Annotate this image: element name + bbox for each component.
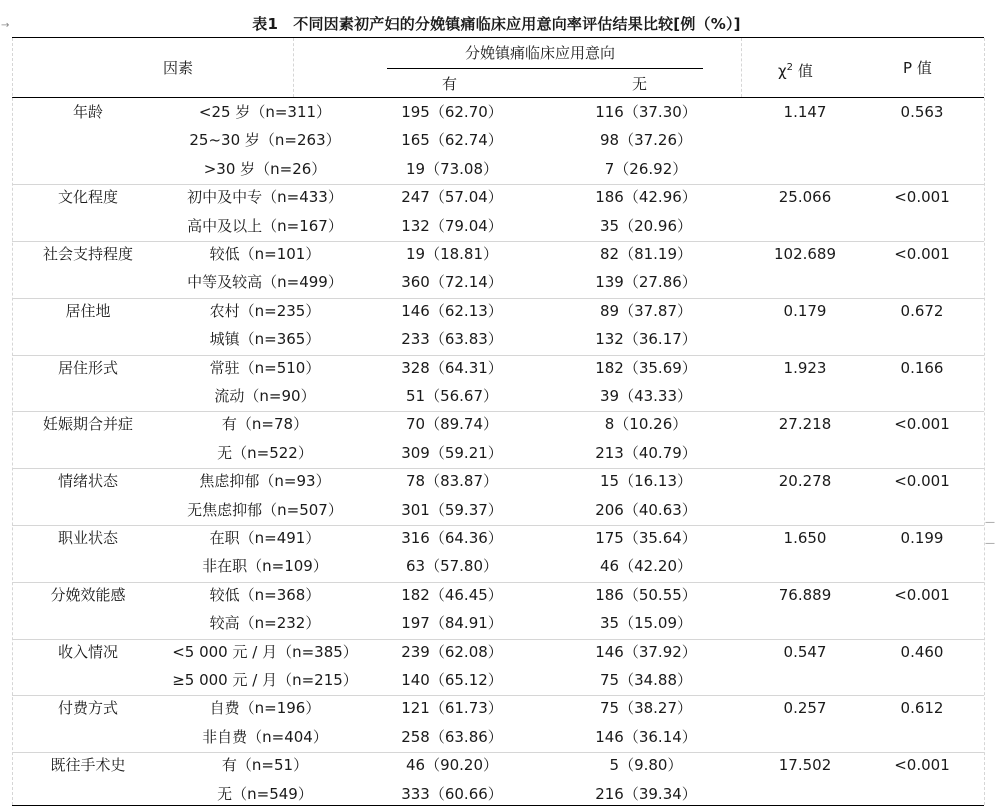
- p-value: 0.612: [900, 699, 944, 718]
- chi-square-value: 17.502: [778, 756, 832, 775]
- p-value: <0.001: [894, 585, 950, 604]
- factor-level: 有（n=51）: [221, 756, 309, 775]
- intent-yes-count: 239（62.08）: [401, 642, 503, 661]
- intent-no-count: 98（37.26）: [599, 131, 693, 150]
- intent-no-count: 146（37.92）: [595, 642, 697, 661]
- p-value: <0.001: [894, 245, 950, 263]
- intent-no-count: 7（26.92）: [604, 159, 688, 178]
- p-value: 0.166: [900, 358, 944, 377]
- header-divider-left: [293, 38, 294, 97]
- intent-yes-count: 258（63.86）: [401, 727, 503, 746]
- factor-level: 高中及以上（n=167）: [187, 216, 343, 235]
- intent-no-count: 132（36.17）: [595, 330, 697, 349]
- intent-no-count: 182（35.69）: [595, 358, 697, 377]
- chi-square-value: 1.650: [783, 529, 827, 547]
- group-separator: [12, 695, 984, 696]
- header-chi-square: [778, 58, 813, 81]
- intent-yes-count: 46（90.20）: [405, 756, 499, 775]
- intent-no-count: 46（42.20）: [599, 557, 693, 576]
- intent-no-count: 5（9.80）: [609, 756, 683, 775]
- factor-level: 较低（n=368）: [209, 585, 321, 604]
- intent-no-count: 186（50.55）: [595, 585, 697, 604]
- intent-yes-count: 333（60.66）: [401, 784, 503, 803]
- factor-level: 初中及中专（n=433）: [187, 188, 343, 207]
- header-no: 无: [632, 75, 648, 93]
- factor-level: 非在职（n=109）: [202, 557, 328, 576]
- factor-name: 付费方式: [57, 699, 119, 718]
- factor-name: 既往手术史: [50, 756, 126, 775]
- chi-superscript: 2: [786, 62, 794, 73]
- chi-square-value: 20.278: [778, 472, 832, 491]
- factor-name: 文化程度: [57, 188, 119, 207]
- factor-name: 情绪状态: [57, 472, 119, 491]
- group-separator: [12, 639, 984, 640]
- factor-level: 城镇（n=365）: [209, 330, 321, 349]
- table-bottom-rule: [12, 805, 984, 806]
- chi-square-value: 27.218: [778, 415, 832, 434]
- group-separator: [12, 241, 984, 242]
- intent-no-count: 116（37.30）: [595, 103, 697, 121]
- factor-level: 非自费（n=404）: [202, 727, 328, 746]
- table-left-border: [12, 38, 13, 805]
- factor-level: 常驻（n=510）: [209, 358, 321, 377]
- intent-no-count: 35（15.09）: [599, 614, 693, 633]
- factor-name: 分娩效能感: [50, 585, 126, 604]
- intent-yes-count: 247（57.04）: [401, 188, 503, 207]
- intent-yes-count: 197（84.91）: [401, 614, 503, 633]
- factor-level: <5 000 元 / 月（n=385）: [172, 642, 358, 661]
- header-bottom-rule: [12, 97, 984, 98]
- intent-yes-count: 132（79.04）: [401, 216, 503, 235]
- intent-yes-count: 146（62.13）: [401, 301, 503, 320]
- intent-no-count: 75（34.88）: [599, 671, 693, 689]
- intent-no-count: 82（81.19）: [599, 245, 693, 263]
- intent-no-count: 8（10.26）: [604, 415, 688, 434]
- header-divider-right: [741, 38, 742, 97]
- right-edge-marker-2: —: [985, 538, 995, 549]
- factor-level: ≥5 000 元 / 月（n=215）: [172, 671, 358, 689]
- factor-name: 居住地: [65, 301, 111, 320]
- factor-level: 农村（n=235）: [209, 301, 321, 320]
- group-separator: [12, 525, 984, 526]
- p-value: 0.460: [900, 642, 944, 661]
- intent-yes-count: 233（63.83）: [401, 330, 503, 349]
- chi-square-value: 25.066: [778, 188, 832, 207]
- factor-level: 焦虑抑郁（n=93）: [199, 472, 331, 491]
- intent-yes-count: 70（89.74）: [405, 415, 499, 434]
- intent-yes-count: 301（59.37）: [401, 500, 503, 519]
- intent-no-count: 216（39.34）: [595, 784, 697, 803]
- p-value: <0.001: [894, 756, 950, 775]
- intent-no-count: 139（27.86）: [595, 273, 697, 292]
- intent-yes-count: 19（73.08）: [405, 159, 499, 178]
- factor-name: 社会支持程度: [42, 245, 134, 263]
- factor-name: 妊娠期合并症: [42, 415, 134, 434]
- p-value: <0.001: [894, 415, 950, 434]
- group-separator: [12, 411, 984, 412]
- header-yes: 有: [442, 75, 458, 93]
- intent-yes-count: 121（61.73）: [401, 699, 503, 718]
- group-separator: [12, 184, 984, 185]
- chi-suffix: 值: [793, 62, 813, 80]
- chi-square-value: 0.547: [783, 642, 827, 661]
- chi-square-value: 1.147: [783, 103, 827, 121]
- intent-no-count: 186（42.96）: [595, 188, 697, 207]
- intent-yes-count: 316（64.36）: [401, 529, 503, 547]
- p-value: <0.001: [894, 188, 950, 207]
- group-separator: [12, 355, 984, 356]
- factor-level: 较低（n=101）: [209, 245, 321, 263]
- intent-no-count: 213（40.79）: [595, 443, 697, 462]
- factor-name: 收入情况: [57, 642, 119, 661]
- factor-level: <25 岁（n=311）: [198, 103, 332, 121]
- intent-no-count: 35（20.96）: [599, 216, 693, 235]
- group-separator: [12, 582, 984, 583]
- p-value: 0.672: [900, 301, 944, 320]
- header-factor: 因素: [163, 59, 194, 77]
- intent-no-count: 15（16.13）: [599, 472, 693, 491]
- factor-name: 年龄: [72, 103, 104, 121]
- intent-yes-count: 328（64.31）: [401, 358, 503, 377]
- factor-name: 职业状态: [57, 529, 119, 547]
- table-top-rule: [12, 37, 984, 38]
- group-separator: [12, 468, 984, 469]
- intent-yes-count: 78（83.87）: [405, 472, 499, 491]
- factor-level: 中等及较高（n=499）: [187, 273, 343, 292]
- factor-level: 较高（n=232）: [209, 614, 321, 633]
- p-value: 0.199: [900, 529, 944, 547]
- intent-group-underline: [387, 68, 703, 69]
- factor-level: 无（n=549）: [217, 784, 313, 803]
- chi-square-value: 0.179: [783, 301, 827, 320]
- factor-level: 自费（n=196）: [209, 699, 321, 718]
- intent-yes-count: 51（56.67）: [405, 387, 499, 405]
- intent-no-count: 146（36.14）: [595, 727, 697, 746]
- intent-yes-count: 360（72.14）: [401, 273, 503, 292]
- factor-level: 无（n=522）: [217, 443, 313, 462]
- chi-symbol: χ: [778, 62, 787, 80]
- factor-level: >30 岁（n=26）: [203, 159, 327, 178]
- intent-no-count: 89（37.87）: [599, 301, 693, 320]
- header-p-value: P 值: [903, 59, 932, 77]
- intent-no-count: 39（43.33）: [599, 387, 693, 405]
- header-intent-group: 分娩镇痛临床应用意向: [465, 44, 616, 62]
- left-edge-marker: →: [1, 20, 10, 31]
- intent-yes-count: 165（62.74）: [401, 131, 503, 150]
- table-caption: 表1 不同因素初产妇的分娩镇痛临床应用意向率评估结果比较[例（%）]: [252, 15, 741, 33]
- factor-level: 25~30 岁（n=263）: [189, 131, 341, 150]
- group-separator: [12, 298, 984, 299]
- intent-no-count: 175（35.64）: [595, 529, 697, 547]
- chi-square-value: 102.689: [773, 245, 837, 263]
- factor-level: 无焦虑抑郁（n=507）: [187, 500, 343, 519]
- intent-yes-count: 19（18.81）: [405, 245, 499, 263]
- intent-no-count: 206（40.63）: [595, 500, 697, 519]
- intent-yes-count: 309（59.21）: [401, 443, 503, 462]
- factor-level: 在职（n=491）: [209, 529, 321, 547]
- chi-square-value: 76.889: [778, 585, 832, 604]
- chi-square-value: 1.923: [783, 358, 827, 377]
- intent-no-count: 75（38.27）: [599, 699, 693, 718]
- chi-square-value: 0.257: [783, 699, 827, 718]
- right-edge-marker: —: [985, 517, 995, 528]
- intent-yes-count: 140（65.12）: [401, 671, 503, 689]
- p-value: 0.563: [900, 103, 944, 121]
- intent-yes-count: 195（62.70）: [401, 103, 503, 121]
- intent-yes-count: 63（57.80）: [405, 557, 499, 576]
- p-value: <0.001: [894, 472, 950, 491]
- group-separator: [12, 752, 984, 753]
- factor-level: 有（n=78）: [221, 415, 309, 434]
- intent-yes-count: 182（46.45）: [401, 585, 503, 604]
- factor-name: 居住形式: [57, 358, 119, 377]
- table-right-border: [984, 38, 985, 805]
- factor-level: 流动（n=90）: [214, 387, 316, 405]
